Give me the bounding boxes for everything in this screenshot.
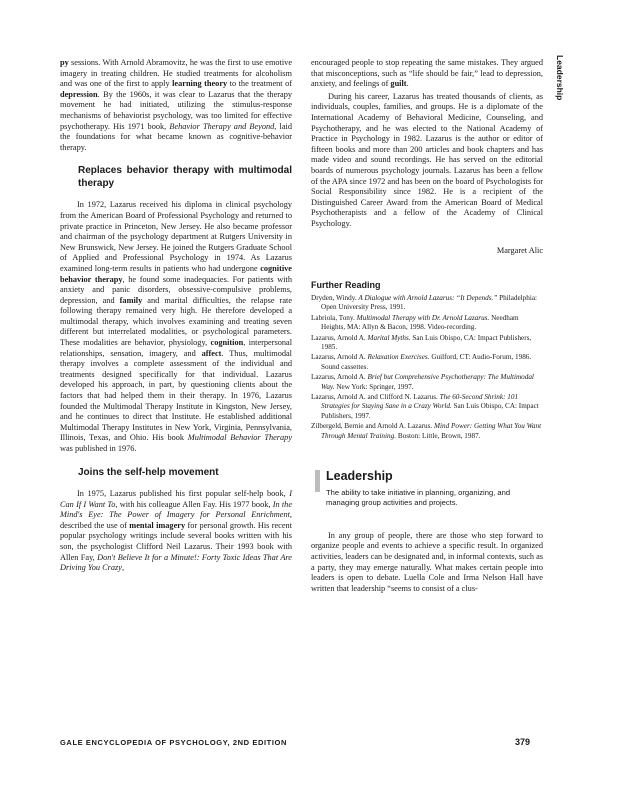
right-column — [311, 58, 543, 594]
reference-item — [311, 353, 543, 371]
text-run: Dryden, Windy. — [311, 293, 359, 302]
bold-term: cognitive behavior therapy — [60, 263, 292, 284]
author-signature: Margaret Alic — [496, 245, 543, 255]
text-run: was published in 1976. — [60, 444, 137, 453]
text-run: Guilford, CT: Audio-Forum, 1986. Sound cassettes. — [321, 353, 532, 371]
paragraph — [311, 92, 543, 230]
italic-title: Marital Myths. — [367, 333, 411, 342]
italic-title: A Dialogue with Arnold Lazarus: “It Depends.” — [358, 293, 498, 302]
text-run: , interpersonal relationships, sensation, imagery, and — [60, 338, 292, 358]
text-run: . By the 1960s, it was clear to Lazarus that the therapy movement he had initiated, utilizing the stimulus-response mechanisms of behaviorist psychology, was too limited for effective psychotherapy. His 1971 book, — [60, 89, 292, 131]
text-run: San Luis Obispo, CA: Impact Publishers, 1997. — [321, 402, 539, 420]
text-run: to the treatment of — [227, 79, 292, 89]
italic-title: Mind Power: Getting What You Want Through Mental Training. — [321, 422, 542, 440]
text-run: , with his colleague Allen Fay. His 1977 book, — [115, 499, 273, 509]
paragraph — [60, 58, 292, 153]
page-number: 379 — [515, 737, 531, 747]
text-run: Lazarus, Arnold A. — [311, 353, 368, 362]
italic-title: Multimodal Therapy with Dr. Arnold Lazarus. — [356, 313, 490, 322]
italic-title: Behavior Therapy and Beyond — [169, 121, 275, 131]
italic-title: Don't Believe It for a Minute!: Forty Toxic Ideas That Are Driving You Crazy — [60, 552, 292, 573]
paragraph — [311, 58, 543, 90]
entry-definition: The ability to take initiative in planning, organizing, and managing group activities and projects. — [326, 487, 511, 507]
italic-title: The 60-Second Shrink: 101 Strategies for Staying Sane in a Crazy World. — [321, 393, 519, 411]
section-heading-multimodal: Replaces behavior therapy with multimodal therapy — [78, 165, 292, 189]
text-run: New York: Springer, 1997. — [334, 382, 414, 391]
text-run: , described the use of — [60, 510, 292, 530]
paragraph — [60, 200, 292, 454]
reference-item — [311, 422, 543, 440]
text-run: , — [121, 563, 125, 573]
bold-term: py — [60, 58, 69, 67]
italic-title: Relaxation Exercises. — [367, 353, 430, 362]
text-run: encouraged people to stop repeating the same mistakes. They argued that misconceptions, such as “life should be fair,” lead to depression, anxiety, and feelings of — [311, 58, 543, 89]
entry-marker-bar — [315, 470, 320, 492]
text-run: and marital difficulties, the relapse rate following therapy remained very high. He therefore developed a multimodal therapy, which involves examining and treating seven different but interrelated modalities, or psychological parameters. These modalities are behavior, physiology, — [60, 295, 292, 348]
italic-title: In the Mind's Eye: The Power of Imagery for Personal Enrichment — [60, 499, 292, 520]
bold-term: guilt — [390, 79, 407, 89]
text-run: . Thus, multimodal therapy involves a complete assessment of the individual and treatments designed specifically for that individual. Lazarus developed his approach, in part, by questioning clients about the factors that had helped them in their therapy. In 1976, Lazarus founded the Multimodal Therapy Institute in Kingston, New Jersey, and he continues to direct that Institute. He established additional Multimodal Therapy Institutes in New York, Virginia, Pennsylvania, Illinois, Texas, and Ohio. His book — [60, 348, 292, 443]
further-reading-list — [311, 294, 543, 441]
paragraph — [311, 531, 543, 595]
text-run: In 1975, Lazarus published his first popular self-help book, — [77, 489, 290, 499]
text-run: Lazarus, Arnold A. and Clifford N. Lazarus. — [311, 393, 440, 402]
bold-term: family — [119, 295, 143, 305]
entry-header — [311, 469, 543, 508]
text-run: Boston: Little, Brown, 1987. — [396, 431, 481, 440]
reference-item — [311, 373, 543, 391]
reference-item — [311, 294, 543, 312]
further-reading-heading: Further Reading — [311, 280, 381, 291]
bold-term: learning theory — [172, 79, 228, 89]
text-run: Lazarus, Arnold A. — [311, 333, 368, 342]
section-heading-self-help: Joins the self-help movement — [78, 466, 219, 478]
italic-title: I Can If I Want To — [60, 489, 292, 509]
text-run: , he found some inadequacies. For patients with anxiety and panic disorders, obsessive-compulsive problems, depression, and — [60, 274, 292, 305]
text-run: Needham Heights, MA: Allyn & Bacon, 1998. Video-recording. — [321, 313, 519, 331]
entry-title: Leadership — [326, 468, 393, 483]
text-run: In 1972, Lazarus received his diploma in clinical psychology from the American Board of Professional Psychology and returned to private practice in Princeton, New Jersey. He also became professor and chairman of the psychology department at Rutgers University in New Brunswick, New Jersey. He joined the Rutgers Graduate School of Applied and Professional Psychology in 1974. As Lazarus examined long-term results in patients who had undergone — [60, 200, 292, 273]
text-run: San Luis Obispo, CA: Impact Publishers, 1985. — [321, 333, 532, 351]
text-run: sessions. With Arnold Abramovitz, he was the first to use emotive imagery in treating children. He studied treatments for alcoholism and was one of the first to apply — [60, 58, 292, 89]
bold-term: cognition — [210, 338, 244, 348]
paragraph — [60, 489, 292, 574]
side-tab-label: Leadership — [555, 55, 565, 101]
text-run: Lazarus, Arnold A. — [311, 373, 368, 382]
reference-item — [311, 314, 543, 332]
reference-item — [311, 334, 543, 352]
text-run: Labriola, Tony. — [311, 313, 357, 322]
bold-term: depression — [60, 89, 98, 99]
footer-title: GALE ENCYCLOPEDIA OF PSYCHOLOGY, 2ND EDITION — [60, 738, 287, 747]
left-column — [60, 58, 292, 574]
text-run: . — [406, 79, 409, 89]
bold-term: mental imagery — [129, 520, 186, 530]
text-run: for personal growth. His recent popular psychology writings include several books written with his son, the psychologist Clifford Neil Lazarus. Their 1993 book with Allen Fay, — [60, 520, 292, 562]
side-tab — [545, 55, 575, 155]
text-run: , laid the foundations for what became known as cognitive-behavior therapy. — [60, 121, 292, 152]
italic-title: Brief but Comprehensive Psychotherapy: The Multimodal Way. — [321, 373, 534, 391]
text-run: During his career, Lazarus has treated thousands of clients, as individuals, couples, families, and groups. He is a diplomate of the International Academy of Behavioral Medicine, Counseling, and Psychotherapy, and he was elected to the National Academy of Practice in Psychology in 1982. Lazarus is the author or editor of fifteen books and more than 200 articles and book chapters and has made video and sound recordings. He has served on the editorial boards of numerous psychology journals. Lazarus has been a fellow of the APA since 1972 and has been on the board of Psychologists for Social Responsibility since 1982. He is a recipient of the Distinguished Career Award from the American Board of Medical Psychotherapists and a fellow of the Academy of Clinical Psychology. — [311, 91, 543, 228]
reference-item — [311, 393, 543, 421]
text-run: Zilbergeld, Bernie and Arnold A. Lazarus. — [311, 422, 435, 431]
bold-term: affect — [201, 348, 222, 358]
text-run: Philadelphia: Open University Press, 1991. — [321, 293, 538, 311]
italic-title: Multimodal Behavior Therapy — [187, 433, 293, 443]
text-run: In any group of people, there are those who step forward to organize people and events to achieve a specific result. In organized activities, leaders can be designated and, in informal contexts, such as a party, they may emerge naturally. What makes certain people into leaders is open to debate. Luella Cole and Irma Nelson Hall have written that leadership “seems to consist of a clus- — [311, 530, 544, 593]
